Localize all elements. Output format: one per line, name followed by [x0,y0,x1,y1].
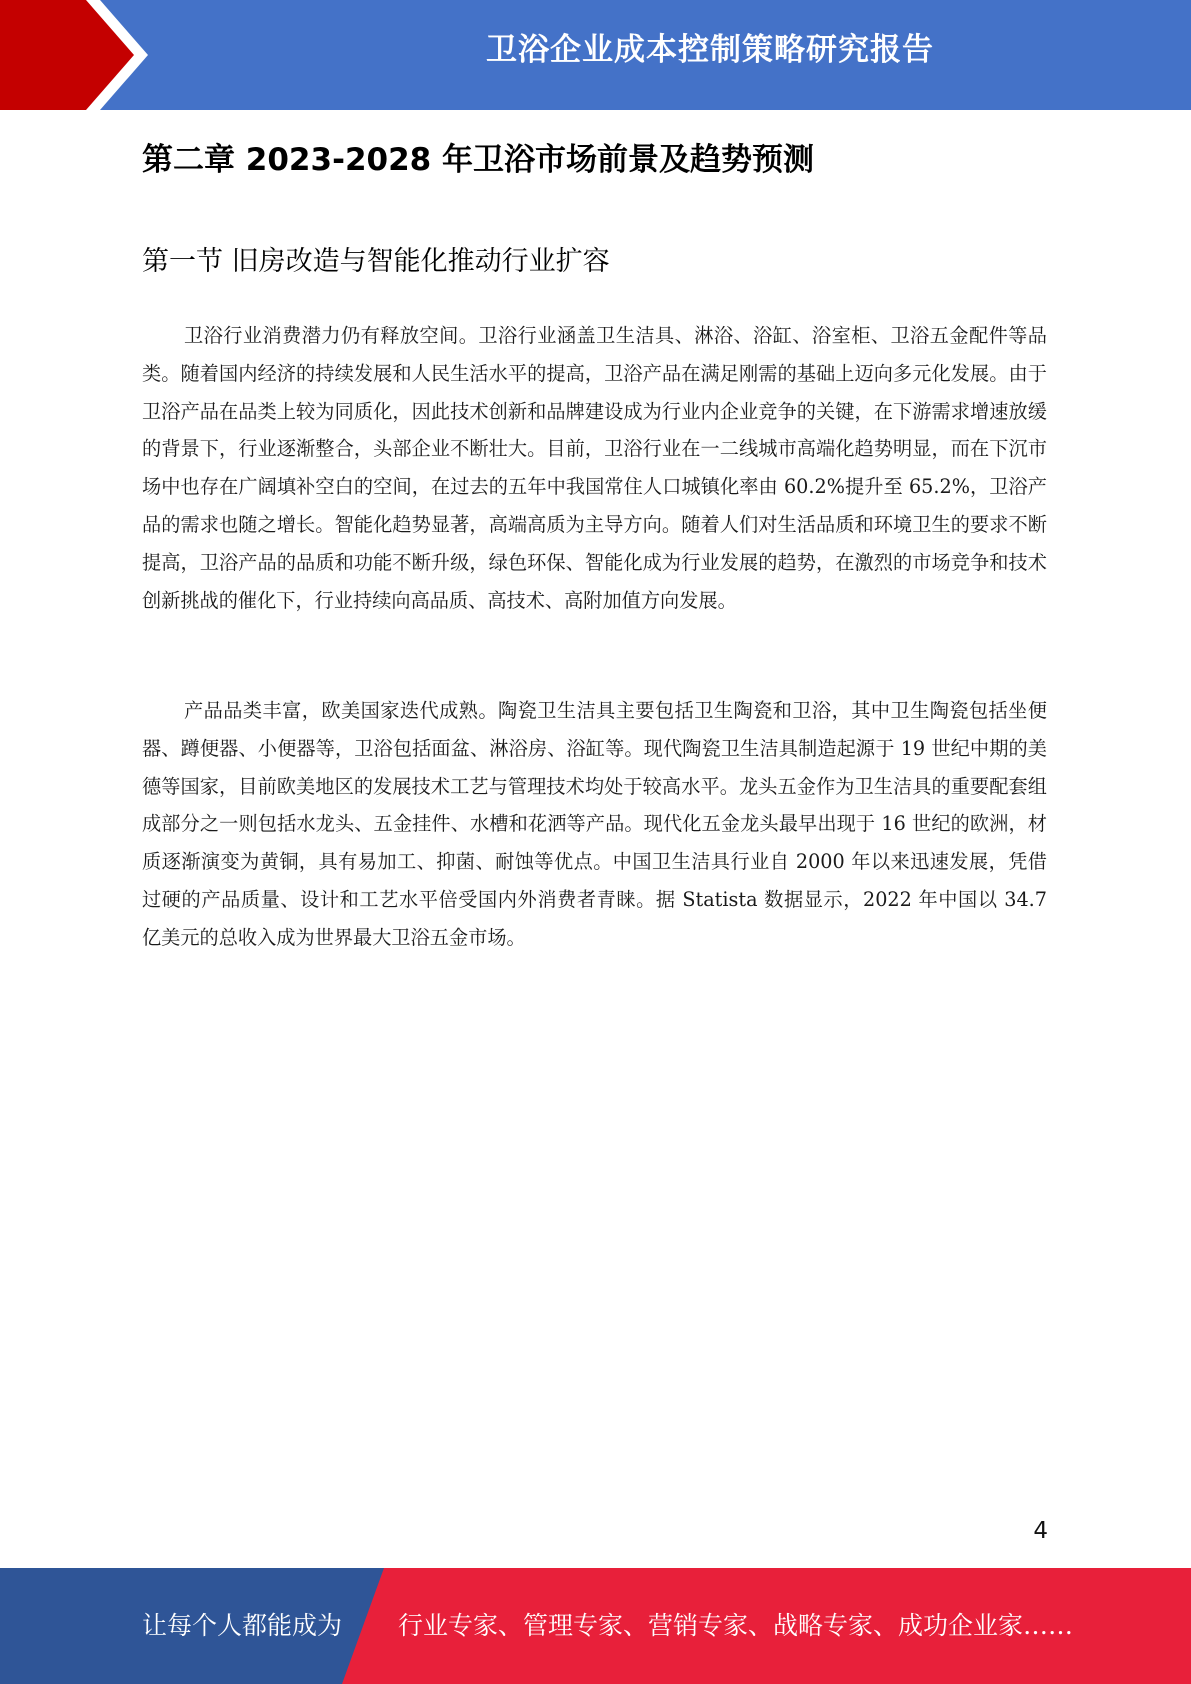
footer-slogan-right: 行业专家、管理专家、营销专家、战略专家、成功企业家…… [398,1611,1074,1640]
page-number: 4 [1033,1518,1048,1544]
body-paragraph: 卫浴行业消费潜力仍有释放空间。卫浴行业涵盖卫生洁具、淋浴、浴缸、浴室柜、卫浴五金配件等品类。随着国内经济的持续发展和人民生活水平的提高，卫浴产品在满足刚需的基础上迈向多元化发展。由于卫浴产品在品类上较为同质化，因此技术创新和品牌建设成为行业内企业竞争的关键，在下游需求增速放缓的背景下，行业逐渐整合，头部企业不断壮大。目前，卫浴行业在一二线城市高端化趋势明显，而在下沉市场中也存在广阔填补空白的空间，在过去的五年中我国常住人口城镇化率由 60.2%提升至 65.2%，卫浴产品的需求也随之增长。智能化趋势显著，高端高质为主导方向。随着人们对生活品质和环境卫生的要求不断提高，卫浴产品的品质和功能不断升级，绿色环保、智能化成为行业发展的趋势，在激烈的市场竞争和技术创新挑战的催化下，行业持续向高品质、高技术、高附加值方向发展。 [142,324,1047,612]
header-arrow-base [0,0,50,110]
body-paragraph: 产品品类丰富，欧美国家迭代成熟。陶瓷卫生洁具主要包括卫生陶瓷和卫浴，其中卫生陶瓷包括坐便器、蹲便器、小便器等，卫浴包括面盆、淋浴房、浴缸等。现代陶瓷卫生洁具制造起源于 19 世纪中期的美德等国家，目前欧美地区的发展技术工艺与管理技术均处于较高水平。龙头五金作为卫生洁具的重要配套组成部分之一则包括水龙头、五金挂件、水槽和花洒等产品。现代化五金龙头最早出现于 16 世纪的欧洲，材质逐渐演变为黄铜，具有易加工、抑菌、耐蚀等优点。中国卫生洁具行业自 2000 年以来迅速发展，凭借过硬的产品质量、设计和工艺水平倍受国内外消费者青睐。据 Statista 数据显示，2022 年中国以 34.7 亿美元的总收入成为世界最大卫浴五金市场。 [142,699,1047,949]
report-title: 卫浴企业成本控制策略研究报告 [486,32,934,68]
footer-banner [0,1568,1191,1684]
chapter-title: 第二章 2023-2028 年卫浴市场前景及趋势预测 [142,142,815,178]
header-banner [0,0,1191,110]
section-title: 第一节 旧房改造与智能化推动行业扩容 [142,246,610,277]
footer-slogan-left: 让每个人都能成为 [142,1611,343,1640]
